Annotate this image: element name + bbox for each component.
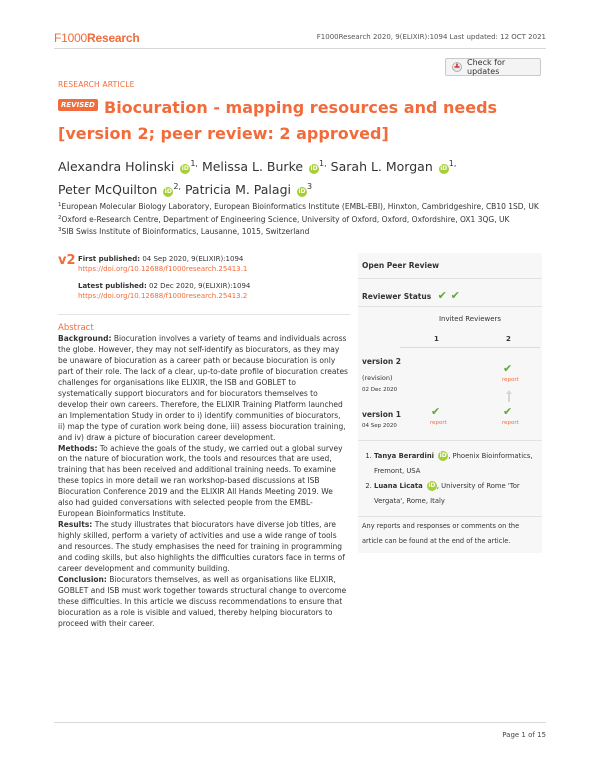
orcid-icon[interactable]: iD [440,165,448,172]
page-number: Page 1 of 15 [502,731,546,739]
divider [358,278,542,279]
affiliation-list [58,200,548,238]
check-for-updates-label: Check for updates [467,58,506,76]
citation-header: F1000Research 2020, 9(ELIXIR):1094 Last updated: 12 OCT 2021 [316,33,546,41]
divider [400,347,540,348]
reviewer-item: 1. Tanya Berardini iD, Phoenix Bioinformatics, Fremont, USA [374,449,540,479]
orcid-icon[interactable]: iD [164,188,172,195]
version-2-row[interactable]: version 2 [362,357,402,366]
reviewer-name[interactable]: Luana Licata [374,482,423,490]
header-divider [54,48,546,49]
reviewer-column-2: 2 [506,335,511,343]
author[interactable]: Sarah L. Morgan $iD^{1,}$ [330,159,457,174]
f1000-logo[interactable]: F1000Research [54,31,140,45]
abstract-section: Methods: To achieve the goals of the study, we carried out a global survey on the nature of biocuration work, the tools and resources that are used, training that has been received and additional training needs. To examine these topics in more detail we ran workshop-based discussions at ISB Biocuration Conference 2019 and the ELIXIR All Hands Meeting 2019. We also had guided conversations with selected people from the EMBL-European Bioinformatics Institute. [58,443,343,519]
approved-check-icon: ✔ [503,362,513,375]
abstract-section: Results: The study illustrates that biocurators have diverse job titles, are highly skilled, perform a variety of activities and use a wide range of tools and resources. The study emphasises the need for training in programming and coding skills, but also highlights the difficulties curators face in terms of career development and community building. [58,520,345,574]
affiliation: $^2$Oxford e-Research Centre, Department of Engineering Science, University of Oxford, Oxford, Oxfordshire, OX1 3QG, UK [58,214,510,224]
approved-check-icon: ✔ [503,405,513,418]
orcid-icon[interactable]: iD [298,188,306,195]
first-doi-link[interactable]: https://doi.org/10.12688/f1000research.25413.1 [78,265,248,273]
version-label: v2 [58,253,76,268]
orcid-icon[interactable]: iD [439,452,447,459]
version-1-row[interactable]: version 1 [362,410,402,419]
latest-doi-link[interactable]: https://doi.org/10.12688/f1000research.25413.2 [78,292,248,300]
revised-badge: REVISED [58,99,98,111]
reports-note: Any reports and responses or comments on the article can be found at the end of the article. [362,522,520,545]
approved-check-icon: ✔ [431,405,441,418]
latest-published: Latest published: 02 Dec 2020, 9(ELIXIR):1094 https://doi.org/10.12688/f1000research.25413.2 [78,282,251,300]
author[interactable]: Patricia M. Palagi $iD^3$ [184,182,313,197]
abstract-heading: Abstract [58,323,94,333]
open-peer-review-title: Open Peer Review [362,261,440,270]
reviewer-status: Reviewer Status ✔ ✔ [362,289,460,302]
approved-check-icon: ✔ [433,289,447,302]
version-1-date: 04 Sep 2020 [362,423,397,429]
author[interactable]: Alexandra Holinski $iD^{1,}$ [58,159,198,174]
report-link[interactable]: report [502,377,519,383]
divider [358,440,542,441]
approved-check-icon: ✔ [446,289,460,302]
divider [58,314,350,315]
version-2-date: 02 Dec 2020 [362,387,398,393]
affiliation: $^3$SIB Swiss Institute of Bioinformatics, Lausanne, 1015, Switzerland [58,227,310,236]
version-2-revision: (revision) [362,374,393,382]
reviewer-list [362,449,540,509]
orcid-icon[interactable]: iD [310,165,318,172]
author[interactable]: Peter McQuilton $iD^{2,}$ [58,182,181,197]
divider [358,306,542,307]
affiliation: $^1$European Molecular Biology Laboratory, European Bioinformatics Institute (EMBL-EBI), Hinxton, Cambridgeshire, CB10 1SD, UK [58,202,539,211]
invited-reviewers-header: Invited Reviewers [438,315,502,323]
orcid-icon[interactable]: iD [428,482,436,489]
reviewer-item: 2. Luana Licata iD, University of Rome 'Tor Vergata', Rome, Italy [374,479,540,509]
first-published: First published: 04 Sep 2020, 9(ELIXIR):1094 https://doi.org/10.12688/f1000research.25413.1 [78,255,248,273]
check-for-updates-button[interactable] [445,58,541,76]
author-list [58,154,548,200]
report-link[interactable]: report [502,420,519,426]
article-type: RESEARCH ARTICLE [58,80,135,89]
article-title: Biocuration - mapping resources and needs [version 2; peer review: 2 approved] [58,98,498,143]
abstract-section: Background: Biocuration involves a variety of teams and individuals across the globe. However, they may not self-identify as biocurators, as they may be unaware of biocuration as a career path or because biocuration is only part of their role. The lack of a clear, up-to-date profile of biocuration creates challenges for organisations like ELIXIR, the ISB and GOBLET to systematically support biocurators and for biocurators themselves to develop their own careers. Therefore, the ELIXIR Training Platform launched an Implementation Study in order to i) identify communities of biocurators, ii) map the type of curation work being done, iii) assess biocuration training, and iv) draw a picture of biocuration career development. [58,334,348,442]
abstract-section: Conclusion: Biocurators themselves, as well as organisations like ELIXIR, GOBLET and ISB must work together towards structural change to overcome these difficulties. In this article we discuss recommendations to ensure that biocuration as a role is visible and valued, thereby helping biocurators to proceed with their career. [58,574,347,628]
report-link[interactable]: report [430,420,447,426]
orcid-icon[interactable]: iD [181,165,189,172]
divider [358,516,542,517]
crossmark-icon [452,62,462,72]
abstract-body [58,334,348,630]
author[interactable]: Melissa L. Burke $iD^{1,}$ [201,159,327,174]
footer-divider [54,722,546,723]
reviewer-name[interactable]: Tanya Berardini [374,452,435,460]
reviewer-column-1: 1 [434,335,439,343]
